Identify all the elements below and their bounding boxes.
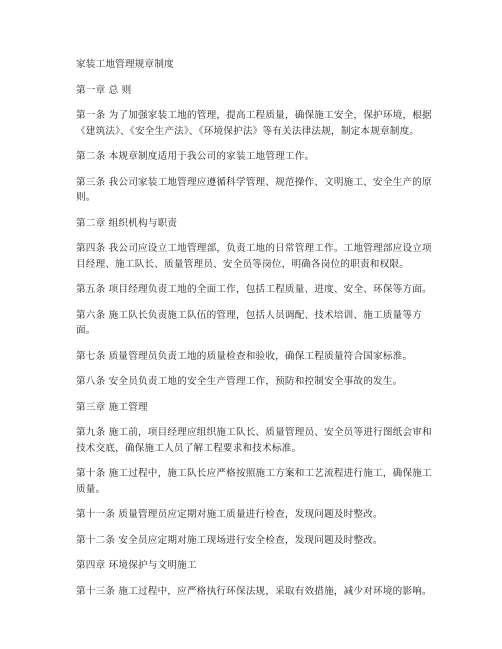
chapter-heading: 第三章 施工管理 [76,401,148,413]
article-paragraph: 第六条 施工队长负责施工队伍的管理，包括人员调配、技术培训、施工质量等方面。 [76,309,423,336]
chapter-heading: 第四章 环境保护与文明施工 [76,560,197,571]
document-body [76,57,436,609]
article-paragraph: 第十条 施工过程中，施工队长应严格按照施工方案和工艺流程进行施工，确保施工质量。 [76,468,432,495]
document-title: 家装工地管理规章制度 [76,59,174,70]
article-paragraph: 第四条 我公司应设立工地管理部，负责工地的日常管理工作。工地管理部应设立项目经理、施工队长、质量管理员、安全员等岗位，明确各岗位的职责和权限。 [76,243,432,270]
article-paragraph: 第十三条 施工过程中，应严格执行环保法规，采取有效措施，减少对环境的影响。 [76,585,432,597]
article-paragraph: 第九条 施工前，项目经理应组织施工队长、质量管理员、安全员等进行图纸会审和技术交底，确保施工人员了解工程要求和技术标准。 [76,427,432,454]
article-paragraph: 第十一条 质量管理员应定期对施工质量进行检查，发现问题及时整改。 [76,509,383,520]
chapter-heading: 第二章 组织机构与职责 [76,217,178,229]
article-paragraph: 第十二条 安全员应定期对施工现场进行安全检查，发现问题及时整改。 [76,534,383,546]
article-paragraph: 第五条 项目经理负责工地的全面工作，包括工程质量、进度、安全、环保等方面。 [76,284,432,295]
chapter-heading: 第一章 总 则 [76,84,132,96]
article-paragraph: 第八条 安全员负责工地的安全生产管理工作，预防和控制安全事故的发生。 [76,376,403,387]
article-paragraph: 第三条 我公司家装工地管理应遵循科学管理、规范操作、文明施工、安全生产的原则。 [76,176,432,203]
article-paragraph: 第一条 为了加强家装工地的管理，提高工程质量，确保施工安全，保护环境，根据《建筑法》、《安全生产法》、《环境保护法》等有关法律法规，制定本规章制度。 [76,110,432,137]
article-paragraph: 第二条 本规章制度适用于我公司的家装工地管理工作。 [76,151,315,162]
article-paragraph: 第七条 质量管理员负责工地的质量检查和验收，确保工程质量符合国家标准。 [76,350,413,362]
